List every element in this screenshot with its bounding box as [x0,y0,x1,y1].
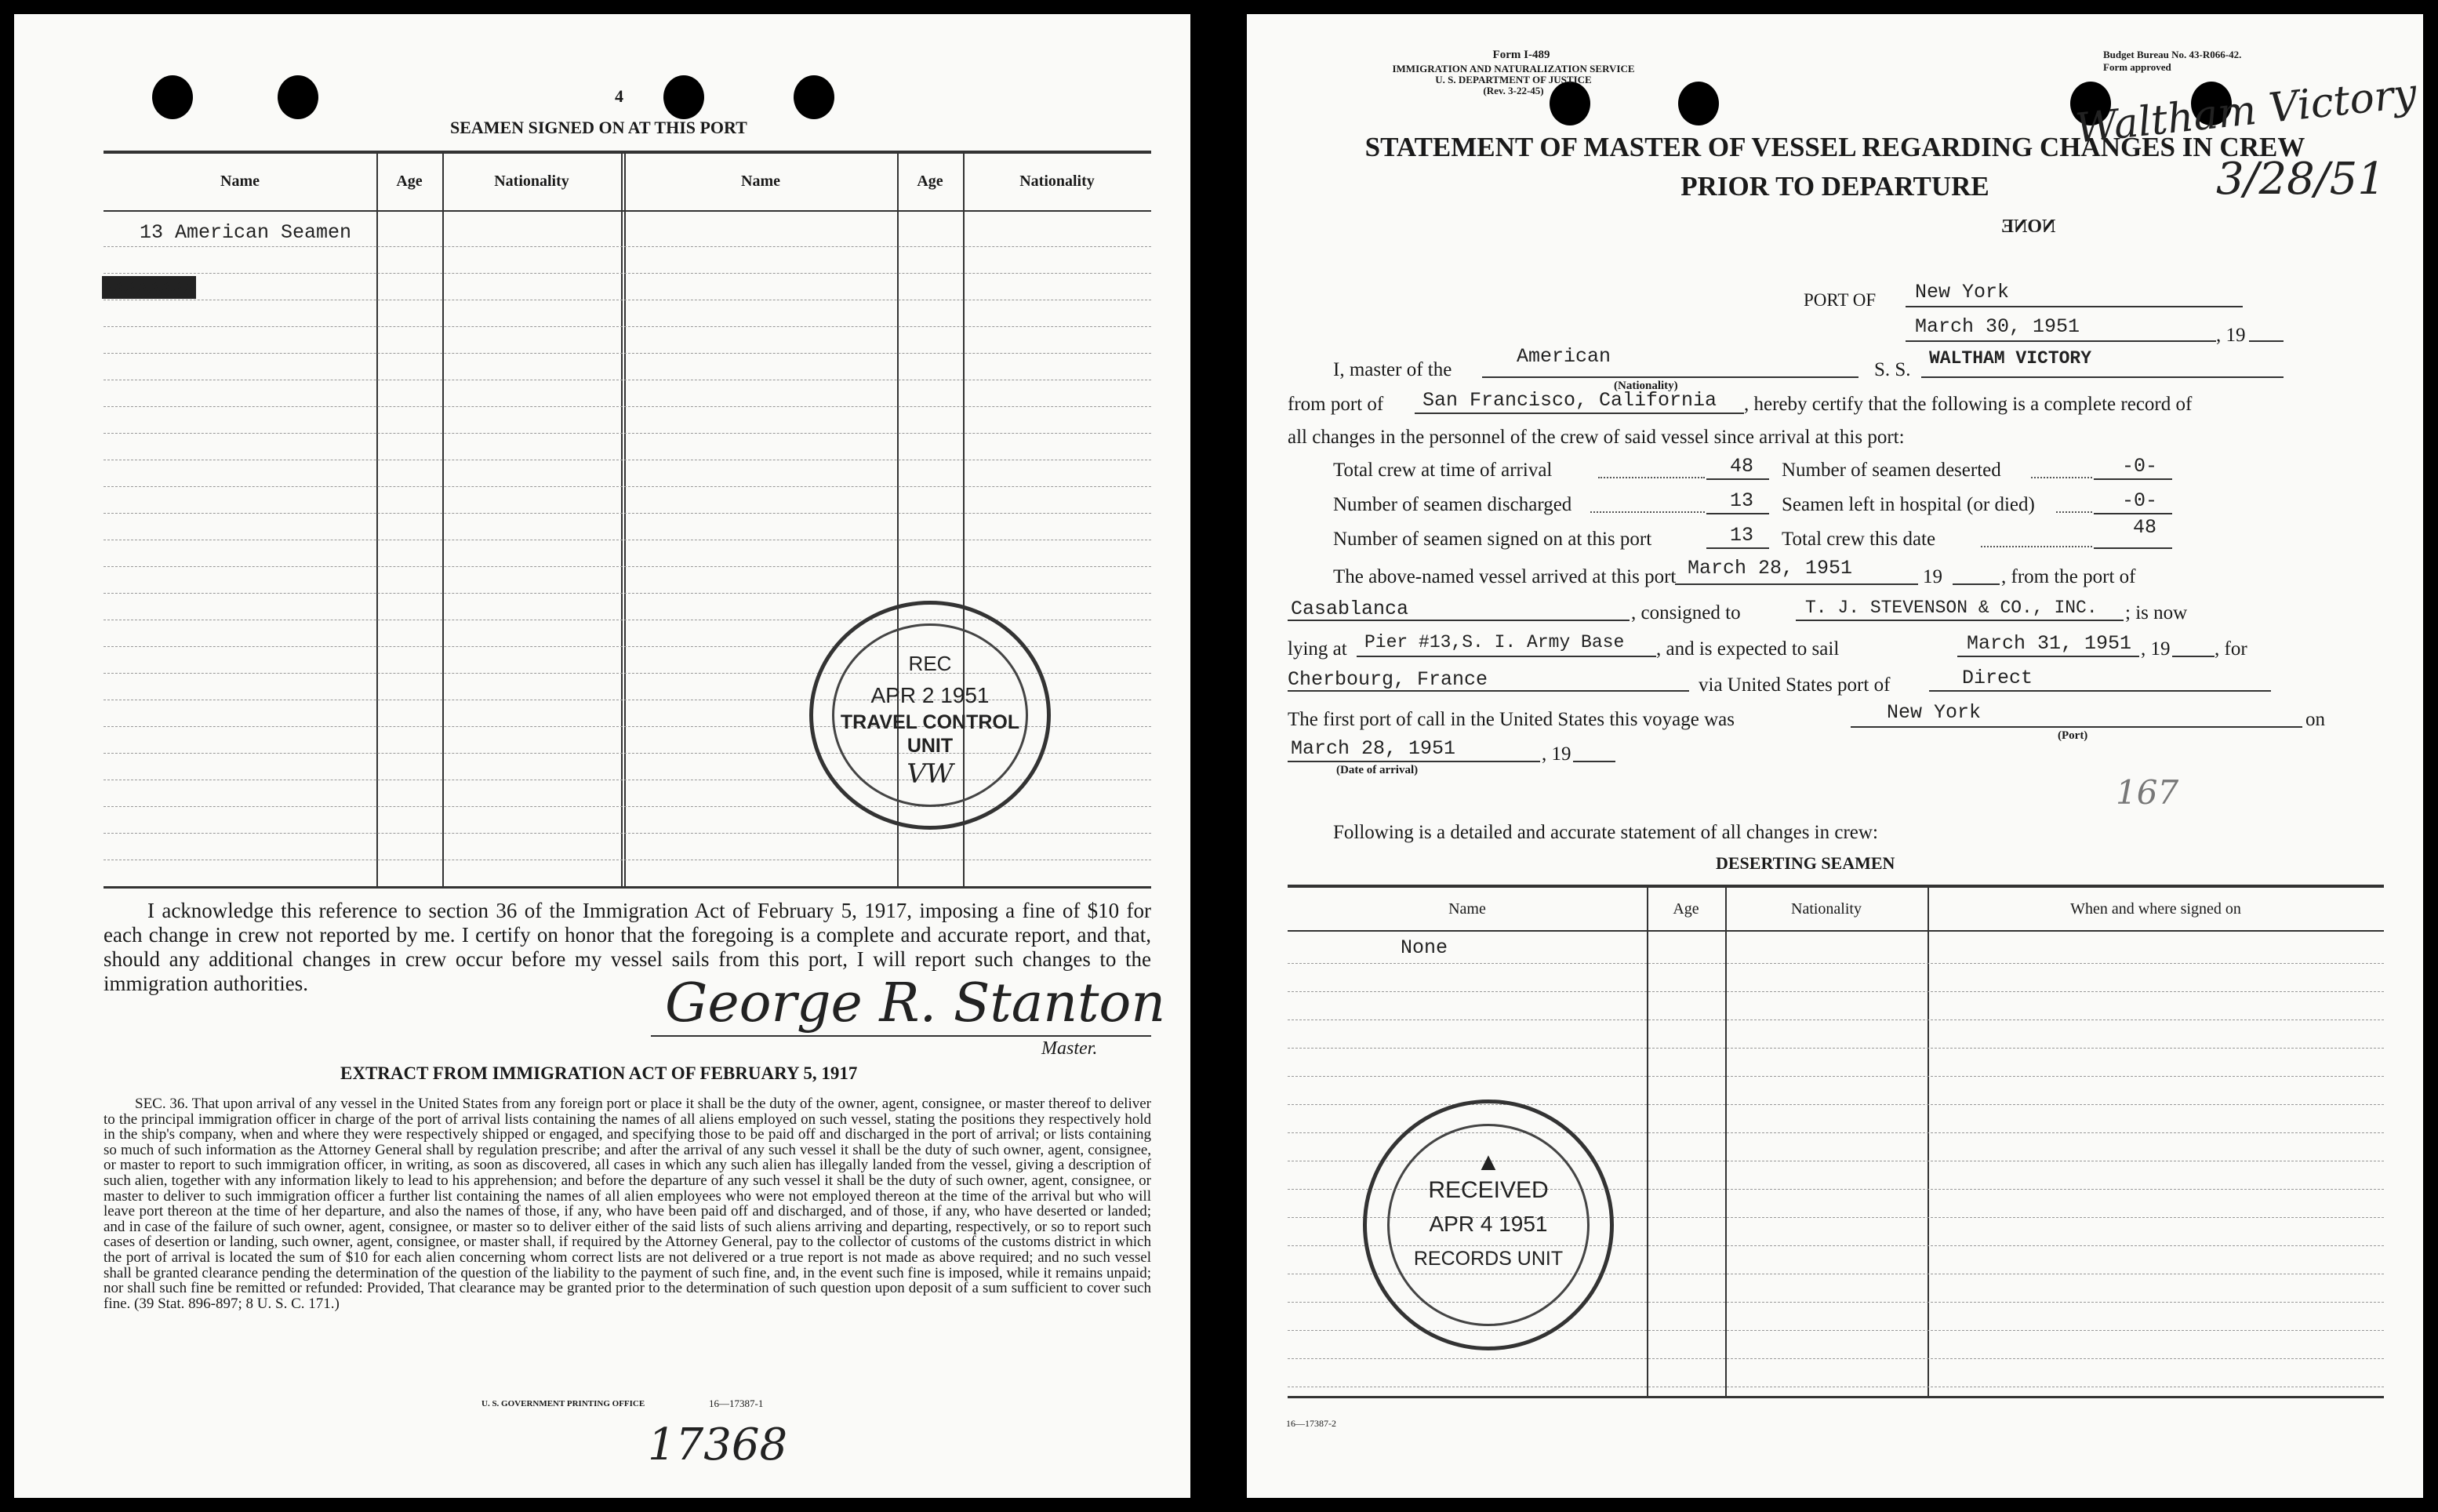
right-page: Form I-489 IMMIGRATION AND NATURALIZATION SERVICE U. S. DEPARTMENT OF JUSTICE (Rev. 3-22-45) Budget Bureau No. 43-R066-42. Form approved STATEMENT OF MASTER OF VESSEL REGARDING CHANGES IN CREW PRIOR TO DEPARTURE Waltham Victory 3/28/51 NONE PORT OF New York March 30, 1951 , 19 I, master of the American (Nationality) S. S. WALTHAM VICTORY from port of San Francisco, California , hereby certify that the following is a complete record of all changes in the personnel of the crew of said vessel since arrival at this port: Total crew at time of arrival 48 Number of seamen deserted -0- Number of seamen discharged 13 Seamen left in hospital (or died) -0- Number of seamen signed on at this port 13 Total crew this date 48 The above-named vessel arrived at this port March 28, 1951 19 , from the port of Casablanca , consigned to T. J. STEVENSON & CO., INC. ; is now lying at Pier #13,S. I. Army Base , and is expected to sail March 31, 1951 , 19 , for Cherbourg, France via United States port of Direct The first port of call in the United States this voyage was New York (Port) on March 28, 1951 (Date of arrival) , 19 167 Following is a detailed and accurate statement of all changes in crew: DESERTING SEAMEN Name Age Nationality When and where signed on None ▲ RECEIVED APR 4 1951 RECORDS UNIT 16—17387-2 [1247,14,2423,1498]
printing-office: U. S. GOVERNMENT PRINTING OFFICE [481,1399,645,1408]
column-header-nationality: Nationality [494,173,569,190]
budget-number: Budget Bureau No. 43-R066-42. [2103,49,2242,60]
date-caption: (Date of arrival) [1336,764,1419,776]
from-port-of-label: , from the port of [2001,566,2136,587]
via-port: Direct [1962,667,2033,689]
table-row-line [1288,963,2384,964]
stat-discharged: 13 [1730,489,1754,512]
nationality-value: American [1517,345,1611,368]
column-header-signed-on: When and where signed on [2070,900,2241,918]
col-divider [621,154,623,886]
nationality-caption: (Nationality) [1614,380,1678,392]
revision: (Rev. 3-22-45) [1483,85,1544,96]
port-of-label: PORT OF [1804,290,1877,310]
handwritten-date: 3/28/51 [2216,154,2385,205]
travel-control-stamp: REC APR 2 1951 TRAVEL CONTROL UNIT VW [809,601,1051,830]
signature-line [651,1035,1151,1037]
table-top-border [104,151,1151,154]
stat-total-date: 48 [2133,516,2157,539]
handwritten-note: Waltham Victory [2073,70,2419,153]
is-now-label: ; is now [2125,602,2188,623]
stat-label-total-date: Total crew this date [1782,529,1936,550]
column-header-nationality: Nationality [1791,900,1862,918]
stat-label-deserted: Number of seamen deserted [1782,460,2001,481]
from-port-label: from port of [1288,394,1384,415]
punch-hole [663,75,704,119]
left-page [14,14,1190,1498]
table-entry: None [1401,936,1448,959]
table-row-line [104,833,1151,834]
table-row-line [1288,1076,2384,1077]
year-suffix: 19 [1923,566,1942,587]
column-header-name: Name [741,173,780,190]
table-row-line [1288,1048,2384,1049]
col-divider [442,154,444,886]
table-row-line [104,353,1151,354]
sail-date: March 31, 1951 [1967,632,2132,655]
stat-hospital: -0- [2122,489,2158,512]
via-label: via United States port of [1699,674,1891,696]
port-of-value: New York [1915,281,2010,303]
stat-label-total-arrival: Total crew at time of arrival [1333,460,1553,481]
extract-text: SEC. 36. That upon arrival of any vessel in the United States from any foreign port or place it shall be the duty of the owner, agent, consignee, or master thereof to deliver to the principal immigration officer in charge of the port of arrival lists containing the names of all aliens employed on such vessel, stating the positions they respectively hold in the ship's company, when and where they were respectively shipped or engaged, and specifying those to be paid off and discharged in the port of arrival; or lists containing so much of such information as the Attorney General shall by regulation prescribe; and after the arrival of any such vessel it shall be the duty of such owner, agent, consignee, or master to report to such immigration officer, in writing, as soon as discovered, all cases in which any such alien has illegally landed from the vessel, giving a description of such alien, together with any information likely to lead to his apprehension; and before the departure of any such vessel it shall be the duty of such owner, agent, consignee, or master to deliver to such immigration officer a further list containing the names of all alien employees who were not employed thereon at the time of the arrival but who will leave port thereon at the time of her departure, and also the names of those, if any, who have been paid off and discharged, and of those, if any, who have deserted or landed; and in case of the failure of such owner, agent, consignee, or master so to deliver either of the said lists of such aliens arriving and departing, respectively, or so to report such cases of desertion or landing, such owner, agent, consignee, or master shall, if required by the Attorney General, pay to the collector of customs of the customs district in which the port of arrival is located the sum of $10 for each alien concerning whom correct lists are not delivered or a true report is not made as above required; and no such vessel shall be granted clearance pending the determination of the question of the liability to the payment of such fine, and, in the event such fine is imposed, while it remains unpaid; nor shall such fine be remitted or refunded: Provided, That clearance may be granted prior to the determination of such question upon deposit of a sum sufficient to cover such fine. (39 Stat. 896-897; 8 U. S. C. 171.) [104,1096,1151,1312]
column-header-name: Name [220,173,260,190]
table-row-line [104,486,1151,487]
master-of-label: I, master of the [1333,359,1452,380]
table-entry: 13 American Seamen [140,221,352,244]
arrived-date: March 28, 1951 [1688,557,1853,580]
form-approved: Form approved [2103,61,2171,73]
arrived-label: The above-named vessel arrived at this port [1333,566,1677,587]
stat-deserted: -0- [2122,455,2158,478]
deserting-title: DESERTING SEAMEN [1716,853,1895,873]
struck-entry: XXXXXXXX [102,276,197,299]
handwritten-number: 17368 [648,1419,788,1470]
date-value: March 30, 1951 [1915,315,2080,338]
handwritten-167: 167 [2116,773,2179,812]
stat-signed-on: 13 [1730,524,1754,547]
punch-hole [278,75,318,119]
punch-hole [794,75,834,119]
following-text: Following is a detailed and accurate statement of all changes in crew: [1333,822,1878,843]
arrived-from: Casablanca [1291,598,1409,620]
stat-label-signed-on: Number of seamen signed on at this port [1333,529,1652,550]
agency-line: U. S. DEPARTMENT OF JUSTICE [1435,74,1592,85]
table-bottom-border [104,886,1151,889]
column-header-age: Age [917,173,943,190]
stat-total-arrival: 48 [1730,455,1754,478]
column-header-age: Age [396,173,423,190]
master-label: Master. [1041,1038,1098,1059]
on-label: on [2305,709,2325,730]
page-number: 4 [615,86,623,106]
agency-line: IMMIGRATION AND NATURALIZATION SERVICE [1392,63,1635,75]
destination: Cherbourg, France [1288,668,1488,691]
table-row-line [104,513,1151,514]
form-title: PRIOR TO DEPARTURE [1680,171,1989,202]
table-row-line [1288,1358,2384,1359]
table-row-line [104,326,1151,327]
table-header-border [104,210,1151,212]
date-suffix: , 19 [2216,325,2246,346]
port-caption: (Port) [2058,729,2088,742]
ss-label: S. S. [1874,359,1911,380]
column-header-age: Age [1673,900,1699,918]
consigned-label: , consigned to [1631,602,1741,623]
table-row-line [104,273,1151,274]
stat-label-discharged: Number of seamen discharged [1333,494,1572,515]
first-call-value: New York [1887,701,1982,724]
from-port-value: San Francisco, California [1422,389,1717,412]
vessel-name: WALTHAM VICTORY [1929,348,2092,369]
stamp-mark: NONE [2001,216,2056,237]
col-divider [624,154,626,886]
column-header-name: Name [1448,900,1486,918]
sail-label: , and is expected to sail [1656,638,1840,660]
first-call-date: March 28, 1951 [1291,737,1456,760]
table-row-line [104,406,1151,407]
first-call-label: The first port of call in the United States this voyage was [1288,709,1735,730]
records-unit-stamp: ▲ RECEIVED APR 4 1951 RECORDS UNIT [1363,1099,1614,1350]
table-row-line [1288,991,2384,992]
certification-text: I acknowledge this reference to section 36 of the Immigration Act of February 5, 1917, imposing a fine of $10 for each change in crew not reported by me. I certify on honor that the foregoing is a complete and accurate report, and that, should any additional changes in crew occur before my vessel sails from this port, I will report such changes to the immigration authorities. [104,899,1151,995]
table-title: SEAMEN SIGNED ON AT THIS PORT [450,118,747,137]
form-id: Form I-489 [1492,49,1550,61]
consignee: T. J. STEVENSON & CO., INC. [1805,598,2098,618]
table-row-line [104,433,1151,434]
certify-text: , hereby certify that the following is a complete record of [1744,394,2193,415]
lying-at-value: Pier #13,S. I. Army Base [1364,632,1625,652]
stat-label-hospital: Seamen left in hospital (or died) [1782,494,2035,515]
master-signature: George R. Stanton [665,972,1166,1034]
for-label: , for [2215,638,2247,660]
form-code: 16—17387-1 [709,1398,764,1409]
column-header-nationality: Nationality [1019,173,1095,190]
col-divider [376,154,378,886]
table-row-line [104,246,1151,247]
table-row-line [104,566,1151,567]
form-code: 16—17387-2 [1286,1418,1336,1429]
lying-at-label: lying at [1288,638,1347,660]
punch-hole [152,75,193,119]
extract-title: EXTRACT FROM IMMIGRATION ACT OF FEBRUARY 5, 1917 [340,1063,858,1083]
form-title: STATEMENT OF MASTER OF VESSEL REGARDING CHANGES IN CREW [1364,132,2305,162]
table-row-line [104,593,1151,594]
certify-text-continued: all changes in the personnel of the crew of said vessel since arrival at this port: [1288,427,1905,448]
